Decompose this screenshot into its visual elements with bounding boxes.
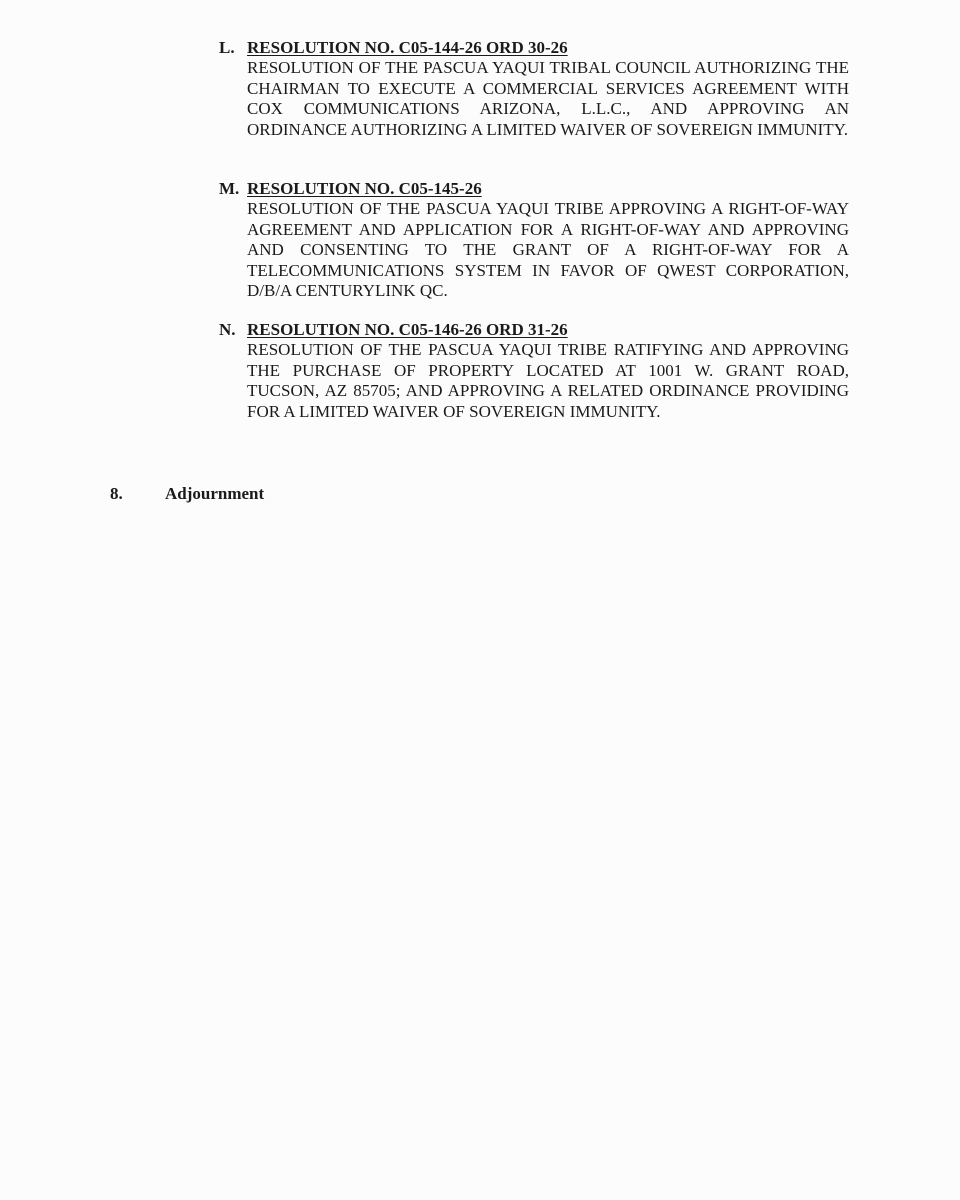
resolution-heading xyxy=(219,38,849,58)
resolution-item-m xyxy=(219,179,849,302)
item-letter: N. xyxy=(219,320,236,339)
resolution-description: RESOLUTION OF THE PASCUA YAQUI TRIBE RATIFYING AND APPROVING THE PURCHASE OF PROPERTY LOCATED AT 1001 W. GRANT ROAD, TUCSON, AZ 85705; AND APPROVING A RELATED ORDINANCE PROVIDING FOR A LIMITED WAIVER OF SOVEREIGN IMMUNITY. xyxy=(247,340,849,421)
resolution-number: RESOLUTION NO. C05-144-26 ORD 30-26 xyxy=(247,38,568,57)
resolution-item-n xyxy=(219,320,849,422)
section-title: Adjournment xyxy=(165,484,265,503)
resolution-heading xyxy=(219,320,849,340)
section-number: 8. xyxy=(110,484,123,503)
resolution-item-l xyxy=(219,38,849,140)
agenda-section-adjournment xyxy=(110,484,264,504)
item-letter: M. xyxy=(219,179,240,198)
resolution-number: RESOLUTION NO. C05-145-26 xyxy=(247,179,482,198)
resolution-description: RESOLUTION OF THE PASCUA YAQUI TRIBAL COUNCIL AUTHORIZING THE CHAIRMAN TO EXECUTE A COMMERCIAL SERVICES AGREEMENT WITH COX COMMUNICATIONS ARIZONA, L.L.C., AND APPROVING AN ORDINANCE AUTHORIZING A LIMITED WAIVER OF SOVEREIGN IMMUNITY. xyxy=(247,58,849,139)
resolution-number: RESOLUTION NO. C05-146-26 ORD 31-26 xyxy=(247,320,568,339)
resolution-description: RESOLUTION OF THE PASCUA YAQUI TRIBE APPROVING A RIGHT-OF-WAY AGREEMENT AND APPLICATION FOR A RIGHT-OF-WAY AND APPROVING AND CONSENTING TO THE GRANT OF A RIGHT-OF-WAY FOR A TELECOMMUNICATIONS SYSTEM IN FAVOR OF QWEST CORPORATION, D/B/A CENTURYLINK QC. xyxy=(247,199,849,300)
resolution-heading xyxy=(219,179,849,199)
item-letter: L. xyxy=(219,38,235,57)
